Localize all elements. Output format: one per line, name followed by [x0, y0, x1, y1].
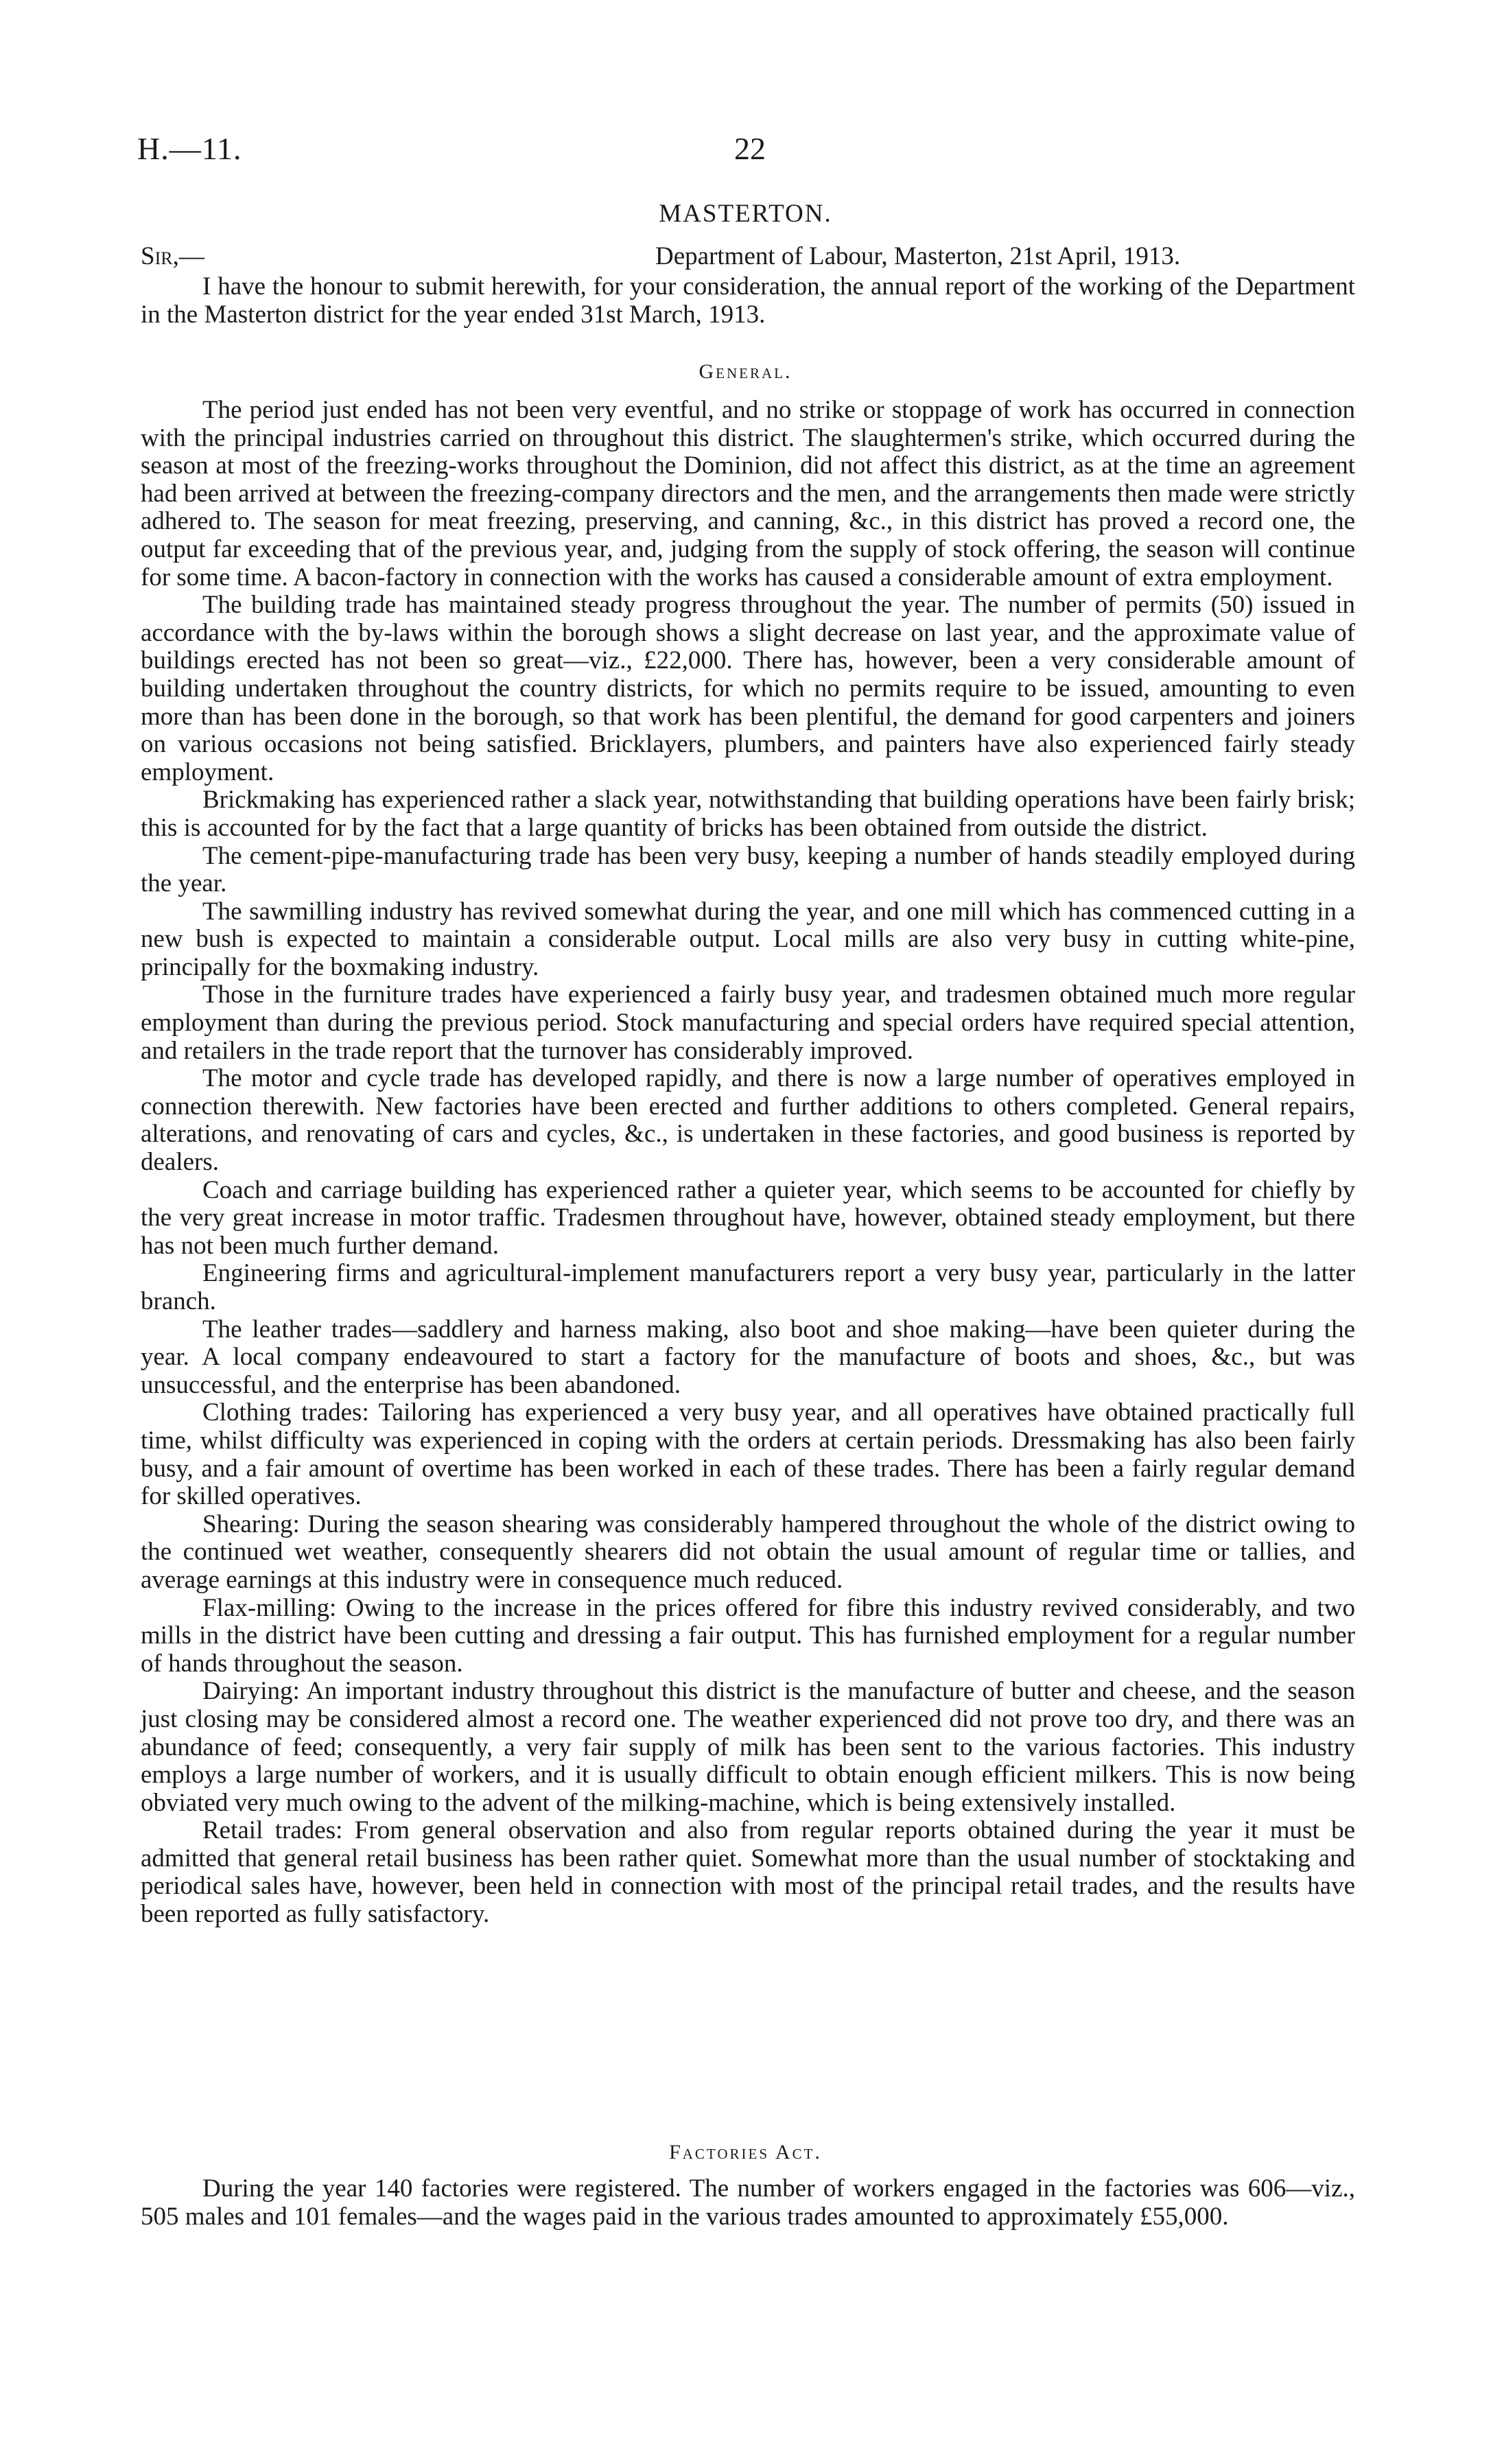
page-number: 22 — [734, 131, 766, 166]
section-heading-general: General. — [698, 360, 793, 383]
general-paragraph: Retail trades: From general observation and also from regular reports obtained during the year it must be admitted that general retail business has been rather quiet. Somewhat more than the usual number of stocktaking and periodical sales have, however, been held in connection with most of the principal retail trades, and the results have been reported as fully satisfactory. — [141, 1816, 1355, 1929]
salutation: Sir,— — [141, 242, 204, 270]
factories-act-paragraph: During the year 140 factories were registered. The number of workers engaged in the factories was 606—viz., 505 males and 101 females—and the wages paid in the various trades amounted to approximately £55,000. — [141, 2174, 1355, 2231]
general-section-body — [141, 397, 1355, 1929]
general-paragraph: The cement-pipe-manufacturing trade has been very busy, keeping a number of hands steadily employed during the year. — [141, 841, 1355, 898]
page-title: MASTERTON. — [659, 200, 832, 228]
general-paragraph: Flax-milling: Owing to the increase in the prices offered for fibre this industry revived considerably, and two mills in the district have been cutting and dressing a fair output. This has furnished employment for a regular number of hands throughout the season. — [141, 1593, 1355, 1678]
general-paragraph: Clothing trades: Tailoring has experienced a very busy year, and all operatives have obtained practically full time, whilst difficulty was experienced in coping with the orders at certain periods. Dressmaking has also been fairly busy, and a fair amount of overtime has been worked in each of these trades. There has been a fairly regular demand for skilled operatives. — [141, 1398, 1355, 1511]
general-paragraph: Those in the furniture trades have experienced a fairly busy year, and tradesmen obtained much more regular employment than during the previous period. Stock manufacturing and special orders have required special attention, and retailers in the trade report that the turnover has considerably improved. — [141, 981, 1355, 1065]
dateline: Department of Labour, Masterton, 21st April, 1913. — [655, 242, 1181, 270]
general-paragraph: The leather trades—saddlery and harness making, also boot and shoe making—have been quieter during the year. A local company endeavoured to start a factory for the manufacture of boots and shoes, &c., but was unsuccessful, and the enterprise has been abandoned. — [141, 1315, 1355, 1399]
general-paragraph: Coach and carriage building has experienced rather a quieter year, which seems to be accounted for chiefly by the very great increase in motor traffic. Tradesmen throughout have, however, obtained steady employment, but there has not been much further demand. — [141, 1175, 1355, 1260]
intro-block — [141, 273, 1355, 329]
general-paragraph: The period just ended has not been very eventful, and no strike or stoppage of work has occurred in connection with the principal industries carried on throughout this district. The slaughtermen's strike, which occurred during the season at most of the freezing-works throughout the Dominion, did not affect this district, as at the time an agreement had been arrived at between the freezing-company directors and the men, and the arrangements then made were strictly adhered to. The season for meat freezing, preserving, and canning, &c., in this district has proved a record one, the output far exceeding that of the previous year, and, judging from the supply of stock offering, the season will continue for some time. A bacon-factory in connection with the works has caused a considerable amount of extra employment. — [141, 396, 1355, 591]
general-paragraph: The building trade has maintained steady progress throughout the year. The number of permits (50) issued in accordance with the by-laws within the borough shows a slight decrease on last year, and the approximate value of buildings erected has not been so great—viz., £22,000. There has, however, been a very considerable amount of building undertaken throughout the country districts, for which no permits require to be issued, amounting to even more than has been done in the borough, so that work has been plentiful, the demand for good carpenters and joiners on various occasions not being satisfied. Bricklayers, plumbers, and painters have also experienced fairly steady employment. — [141, 591, 1355, 786]
report-reference: H.—11. — [137, 131, 242, 166]
general-paragraph: Shearing: During the season shearing was considerably hampered throughout the whole of the district owing to the continued wet weather, consequently shearers did not obtain the usual amount of regular time or tallies, and average earnings at this industry were in consequence much reduced. — [141, 1510, 1355, 1594]
general-paragraph: Engineering firms and agricultural-implement manufacturers report a very busy year, particularly in the latter branch. — [141, 1259, 1355, 1315]
general-paragraph: Dairying: An important industry throughout this district is the manufacture of butter and cheese, and the season just closing may be considered almost a record one. The weather experienced did not prove too dry, and there was an abundance of feed; consequently, a very fair supply of milk has been sent to the various factories. This industry employs a large number of workers, and it is usually difficult to obtain enough efficient milkers. This is now being obviated very much owing to the advent of the milking-machine, which is being extensively installed. — [141, 1677, 1355, 1817]
general-paragraph: Brickmaking has experienced rather a slack year, notwithstanding that building operations have been fairly brisk; this is accounted for by the fact that a large quantity of bricks has been obtained from outside the district. — [141, 786, 1355, 842]
factories-act-section-body — [141, 2175, 1355, 2231]
general-paragraph: The sawmilling industry has revived somewhat during the year, and one mill which has commenced cutting in a new bush is expected to maintain a considerable output. Local mills are also very busy in cutting white-pine, principally for the boxmaking industry. — [141, 897, 1355, 981]
intro-paragraph: I have the honour to submit herewith, for your consideration, the annual report of the working of the Department in the Masterton district for the year ended 31st March, 1913. — [141, 272, 1355, 329]
section-heading-factories-act: Factories Act. — [669, 2141, 822, 2163]
general-paragraph: The motor and cycle trade has developed rapidly, and there is now a large number of operatives employed in connection therewith. New factories have been erected and further additions to others completed. General repairs, alterations, and renovating of cars and cycles, &c., is undertaken in these factories, and good business is reported by dealers. — [141, 1064, 1355, 1177]
